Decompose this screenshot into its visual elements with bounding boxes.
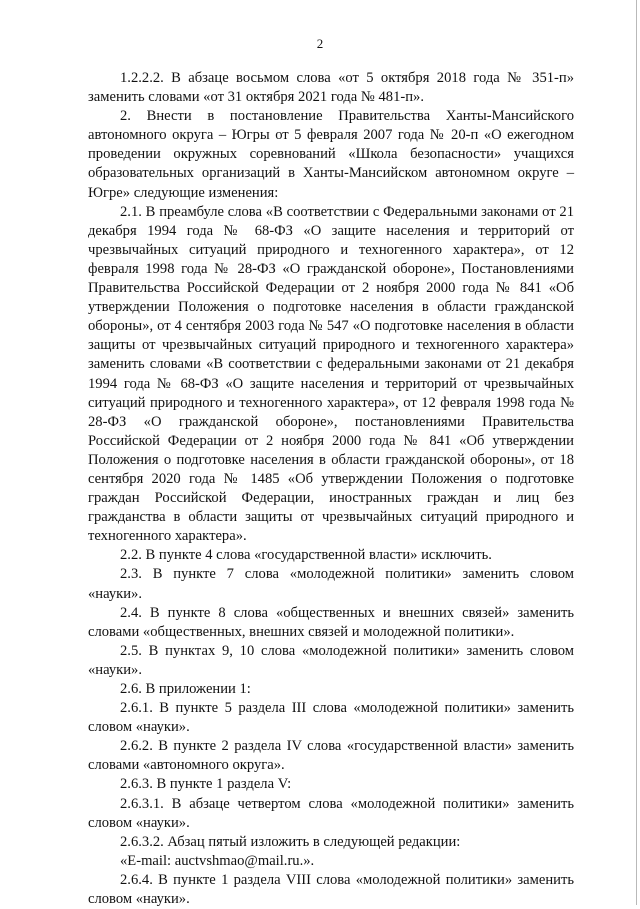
paragraph-2-6-4: 2.6.4. В пункте 1 раздела VIII слова «молодежной политики» заменить словом «науки». [88, 871, 574, 908]
page-number: 2 [316, 36, 324, 51]
document-body [88, 69, 574, 909]
paragraph-2-4: 2.4. В пункте 8 слова «общественных и внешних связей» заменить словами «общественных, внешних связей и молодежной политики». [88, 604, 574, 640]
scan-edge-line [636, 0, 637, 905]
paragraph-2-2: 2.2. В пункте 4 слова «государственной власти» исключить. [120, 547, 492, 564]
paragraph-2-3: 2.3. В пункте 7 слова «молодежной политики» заменить словом «науки». [88, 566, 574, 602]
paragraph-2-6-3-1: 2.6.3.1. В абзаце четвертом слова «молодежной политики» заменить словом «науки». [88, 795, 574, 831]
paragraph-2-6-2: 2.6.2. В пункте 2 раздела IV слова «государственной власти» заменить словами «автономного округа». [88, 738, 574, 774]
paragraph-2-6: 2.6. В приложении 1: [120, 681, 251, 697]
paragraph-2-6-1: 2.6.1. В пункте 5 раздела III слова «молодежной политики» заменить словом «науки». [88, 700, 574, 736]
paragraph-2-1: 2.1. В преамбуле слова «В соответствии с Федеральными законами от 21 декабря 1994 года № 68-ФЗ «О защите населения и территорий от чрезвычайных ситуаций природного и техногенного характера», от 12 февраля 1998 года № 28-ФЗ «О гражданской обороне», Постановлениями Правительства Российской Федерации от 2 ноября 2000 года № 841 «Об утверждении Положения о подготовке населения в области гражданской обороны», от 4 сентября 2003 года № 547 «О подготовке населения в области защиты от чрезвычайных ситуаций природного и техногенного характера» заменить словами «В соответствии с федеральными законами от 21 декабря 1994 года № 68-ФЗ «О защите населения и территорий от чрезвычайных ситуаций природного и техногенного характера», от 12 февраля 1998 года № 28-ФЗ «О гражданской обороне», постановлениями Правительства Российской Федерации от 2 ноября 2000 года № 841 «Об утверждении Положения о подготовке населения в области гражданской обороны», от 18 сентября 2020 года № 1485 «Об утверждении Положения о подготовке граждан Российской Федерации, иностранных граждан и лиц без гражданства в области защиты от чрезвычайных ситуаций природного и техногенного характера». [88, 203, 574, 545]
paragraph-2-6-3: 2.6.3. В пункте 1 раздела V: [120, 776, 292, 793]
paragraph-2-6-3-2: 2.6.3.2. Абзац пятый изложить в следующей редакции: [120, 833, 461, 850]
paragraph-email: «E-mail: auctvshmao@mail.ru.». [120, 852, 315, 869]
paragraph-1-2-2-2: 1.2.2.2. В абзаце восьмом слова «от 5 октября 2018 года № 351-п» заменить словами «от 31 октября 2021 года № 481-п». [88, 70, 574, 106]
paragraph-2: 2. Внести в постановление Правительства Ханты-Мансийского автономного округа – Югры от 5 февраля 2007 года № 20-п «О ежегодном проведении окружных соревнований «Школа безопасности» учащихся образовательных организаций в Ханты-Мансийском автономном округе – Югре» следующие изменения: [88, 108, 574, 201]
paragraph-2-5: 2.5. В пунктах 9, 10 слова «молодежной политики» заменить словом «науки». [88, 642, 574, 678]
